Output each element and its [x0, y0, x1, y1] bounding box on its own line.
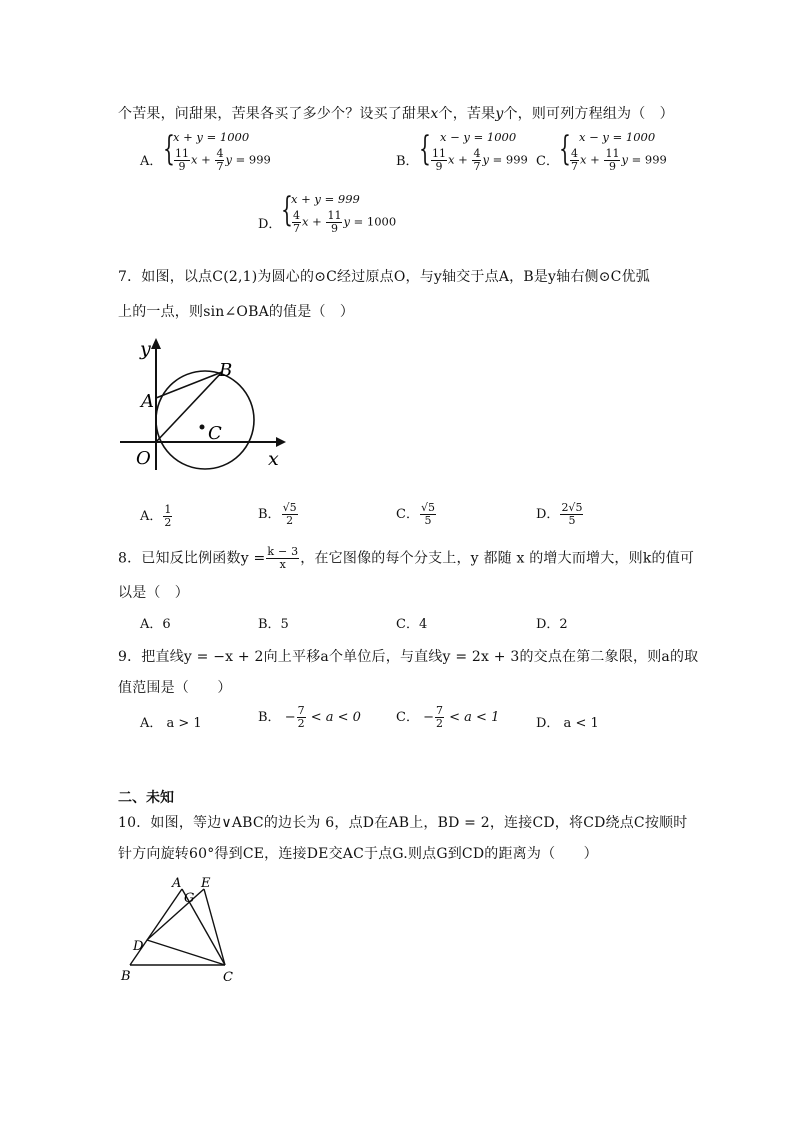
q9-option-d[interactable]: D． a < 1	[536, 716, 599, 731]
q10-figure	[118, 872, 248, 987]
y-axis-arrow-icon	[151, 338, 161, 349]
q7-figure	[118, 335, 298, 470]
q9-line-1: 9．把直线y = −x + 2向上平移a个单位后，与直线y = 2x + 3的交点在第二象限，则a的取	[118, 649, 699, 665]
label-c: C	[223, 970, 233, 985]
q7-option-a[interactable]: A． $\frac{1}{2}$	[140, 503, 172, 529]
label-b: B	[121, 969, 131, 984]
q9-line-2: 值范围是（ ）	[118, 680, 232, 696]
q7-line-1: 7．如图，以点C(2,1)为圆心的⊙C经过原点O，与y轴交于点A，B是y轴右侧⊙C优弧	[118, 269, 650, 285]
label-o: O	[136, 448, 151, 469]
label-y: y	[140, 338, 151, 360]
segment-ce	[204, 889, 225, 965]
q6-option-d-label[interactable]: D．	[258, 217, 282, 232]
label-d: D	[133, 939, 144, 954]
q6-option-a-label[interactable]: A．	[140, 154, 163, 169]
q9-option-b[interactable]: B． − $\frac{7}{2}$ < a < 0	[258, 704, 361, 730]
q8-line-2: 以是（ ）	[118, 585, 189, 601]
circle-c	[156, 371, 254, 469]
q6-option-b-system: x − y = 1000 $\frac{11}{9}$ x + $\frac{4}{7}$ y = 999	[432, 130, 528, 173]
center-dot	[200, 425, 205, 430]
label-a: A	[172, 876, 182, 891]
q8-option-d[interactable]: D．2	[536, 617, 568, 632]
section-title: 二、未知	[118, 790, 174, 806]
brace-icon: {	[163, 129, 175, 169]
label-x: x	[268, 448, 279, 470]
q9-option-a[interactable]: A． a > 1	[140, 716, 202, 731]
q6-option-b-label[interactable]: B．	[396, 154, 419, 169]
brace-icon: {	[281, 190, 293, 230]
q10-line-2: 针方向旋转60°得到CE，连接DE交AC于点G.则点G到CD的距离为（ ）	[118, 846, 598, 862]
label-c: C	[208, 423, 222, 444]
segment-ab	[156, 372, 222, 398]
label-b: B	[219, 360, 233, 381]
q6-option-c-system: x − y = 1000 $\frac{4}{7}$ x + $\frac{11}{9}$ y = 999	[571, 130, 667, 173]
q7-option-d[interactable]: D． $\frac{2√5}{5}$	[536, 501, 583, 527]
label-e: E	[201, 876, 211, 891]
q7-option-b[interactable]: B． $\frac{√5}{2}$	[258, 501, 297, 527]
segment-de	[147, 889, 204, 940]
q9-option-c[interactable]: C． − $\frac{7}{2}$ < a < 1	[396, 704, 500, 730]
q7-option-c[interactable]: C． $\frac{√5}{5}$	[396, 501, 435, 527]
label-a: A	[141, 391, 154, 412]
x-axis-arrow-icon	[276, 437, 286, 447]
q8-option-c[interactable]: C．4	[396, 617, 428, 632]
q6-option-c-label[interactable]: C．	[536, 154, 559, 169]
q10-line-1: 10．如图，等边∨ABC的边长为 6，点D在AB上，BD = 2，连接CD，将CD绕点C按顺时	[118, 815, 688, 831]
q8-option-b[interactable]: B．5	[258, 617, 289, 632]
q6-option-d-system: x + y = 999 $\frac{4}{7}$ x + $\frac{11}{9}$ y = 1000	[291, 192, 397, 235]
brace-icon: {	[419, 129, 431, 169]
q6-option-a-system: x + y = 1000 $\frac{11}{9}$ x + $\frac{4}{7}$ y = 999	[173, 130, 271, 173]
q8-option-a[interactable]: A．6	[140, 617, 171, 632]
q6-stem: 个苦果，问甜果，苦果各买了多少个？设买了甜果x个，苦果y个，则可列方程组为（ ）	[118, 106, 674, 122]
q8-line-1: 8．已知反比例函数y = $\frac{k - 3}{x}$ ，在它图像的每个分支上，y 都随 x 的增大而增大，则k的值可	[118, 545, 695, 571]
label-g: G	[184, 891, 195, 906]
q7-line-2: 上的一点，则sin∠OBA的值是（ ）	[118, 304, 355, 320]
brace-icon: {	[559, 129, 571, 169]
